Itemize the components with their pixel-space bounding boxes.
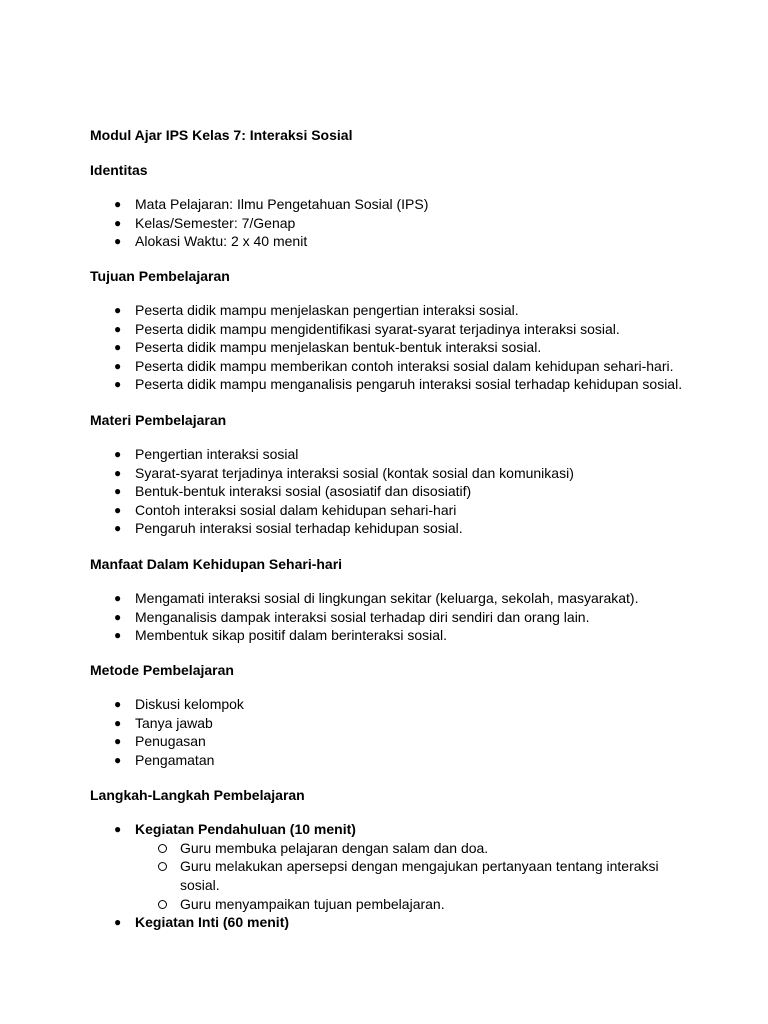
bullet-icon: ● [114, 303, 122, 317]
circle-bullet-icon [158, 844, 167, 853]
bullet-icon: ● [114, 715, 122, 730]
bullet-icon: ● [114, 609, 122, 624]
section-heading-identitas: Identitas [90, 162, 148, 178]
bullet-icon: ● [114, 465, 122, 480]
bullet-icon: ● [114, 321, 122, 336]
bullet-icon: ● [114, 502, 122, 517]
section-heading-tujuan: Tujuan Pembelajaran [90, 268, 230, 284]
section-heading-materi: Materi Pembelajaran [90, 412, 227, 428]
bullet-icon: ● [114, 197, 122, 211]
bullet-icon: ● [114, 591, 122, 605]
bullet-icon: ● [114, 734, 122, 749]
bullet-icon: ● [114, 822, 122, 836]
circle-bullet-icon [158, 900, 167, 909]
document-page: Modul Ajar IPS Kelas 7: Interaksi Sosial Identitas ● Mata Pelajaran: Ilmu Pengetahuan Sosial (IPS) ● Kelas/Semester: 7/Genap ● Alokasi Waktu: 2 x 40 menit Tujuan Pembelajaran ● Peserta didik mampu menjelaskan pengertian interaksi sosial. ● Peserta didik mampu mengidentifikasi syarat-syarat terjadinya interaksi sosial. ● Peserta didik mampu menjelaskan bentuk-bentuk interaksi sosial. ● Peserta didik mampu memberikan contoh interaksi sosial dalam kehidupan sehari-hari. ● Peserta didik mampu menganalisis pengaruh interaksi sosial terhadap kehidupan sosial. Materi Pembelajaran ● Pengertian interaksi sosial ● Syarat-syarat terjadinya interaksi sosial (kontak sosial dan komunikasi) ● Bentuk-bentuk interaksi sosial (asosiatif dan disosiatif) ● Contoh interaksi sosial dalam kehidupan sehari-hari ● Pengaruh interaksi sosial terhadap kehidupan sosial. Manfaat Dalam Kehidupan Sehari-hari ● Mengamati interaksi sosial di lingkungan sekitar (keluarga, sekolah, masyarakat). ● Menganalisis dampak interaksi sosial terhadap diri sendiri dan orang lain. ● Membentuk sikap positif dalam berinteraksi sosial. Metode Pembelajaran ● Diskusi kelompok ● Tanya jawab ● Penugasan ● Pengamatan Langkah-Langkah Pembelajaran ● Kegiatan Pendahuluan (10 menit) Guru membuka pelajaran dengan salam dan doa. Guru melakukan apersepsi dengan mengajukan pertanyaan tentang interaksi sosial. Guru menyampaikan tujuan pembelajaran. ● Kegiatan Inti (60 menit) [90, 127, 683, 931]
bullet-icon: ● [114, 915, 122, 930]
bullet-icon: ● [114, 521, 122, 536]
bullet-icon: ● [114, 377, 122, 392]
section-heading-metode: Metode Pembelajaran [90, 662, 234, 678]
bullet-icon: ● [114, 752, 122, 767]
document-title: Modul Ajar IPS Kelas 7: Interaksi Sosial [90, 127, 353, 143]
bullet-icon: ● [114, 215, 122, 230]
section-heading-langkah: Langkah-Langkah Pembelajaran [90, 787, 305, 803]
bullet-icon: ● [114, 628, 122, 643]
bullet-icon: ● [114, 697, 122, 711]
bullet-icon: ● [114, 484, 122, 499]
bullet-icon: ● [114, 358, 122, 373]
bullet-icon: ● [114, 234, 122, 249]
bullet-icon: ● [114, 340, 122, 355]
circle-bullet-icon [158, 862, 167, 871]
section-heading-manfaat: Manfaat Dalam Kehidupan Sehari-hari [90, 556, 343, 572]
bullet-icon: ● [114, 447, 122, 461]
